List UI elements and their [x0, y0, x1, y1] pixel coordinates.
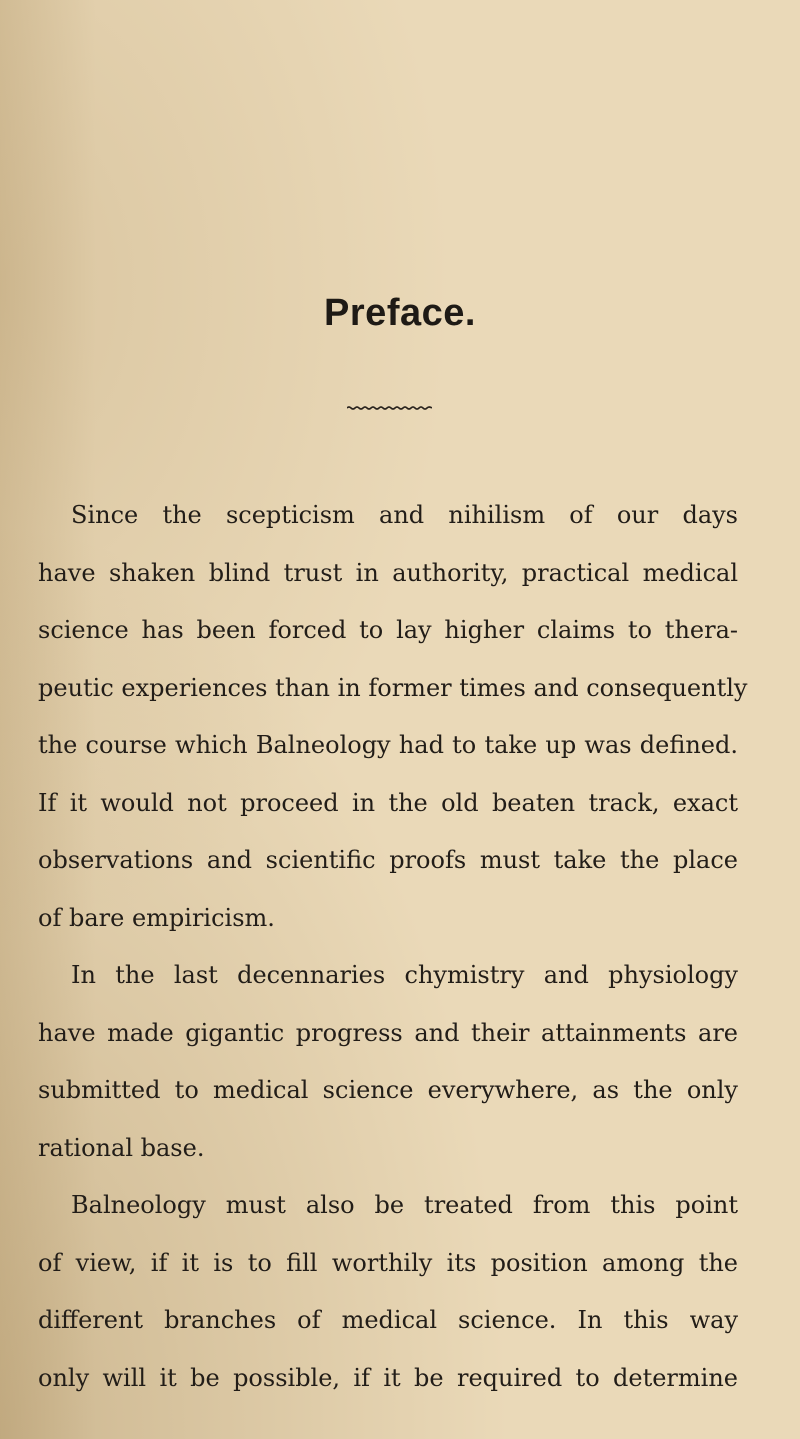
page-title: Preface.: [324, 292, 476, 334]
text-line: different branches of medical science. In this way: [38, 1306, 738, 1334]
text-line: If it would not proceed in the old beaten track, exact: [38, 788, 738, 817]
text-line: submitted to medical science everywhere, as the only: [38, 1076, 738, 1104]
text-line: have made gigantic progress and their attainments are: [38, 1018, 738, 1047]
title-ornament: [347, 406, 432, 410]
text-line: In the last decennaries chymistry and physiology: [71, 961, 738, 989]
body-text: [38, 487, 748, 1407]
text-line: Balneology must also be treated from this point: [71, 1191, 738, 1219]
text-line: of bare empiricism.: [38, 903, 275, 932]
text-line: the course which Balneology had to take up was defined.: [38, 731, 738, 759]
text-line: only will it be possible, if it be required to determine: [38, 1363, 738, 1392]
text-line: science has been forced to lay higher claims to thera-: [38, 616, 738, 644]
text-line: peutic experiences than in former times and consequently: [38, 673, 748, 702]
text-line: Since the scepticism and nihilism of our days: [71, 501, 738, 529]
text-line: have shaken blind trust in authority, practical medical: [38, 558, 738, 587]
text-line: observations and scientific proofs must take the place: [38, 846, 738, 874]
text-line: rational base.: [38, 1133, 205, 1162]
text-line: of view, if it is to fill worthily its position among the: [38, 1248, 738, 1277]
